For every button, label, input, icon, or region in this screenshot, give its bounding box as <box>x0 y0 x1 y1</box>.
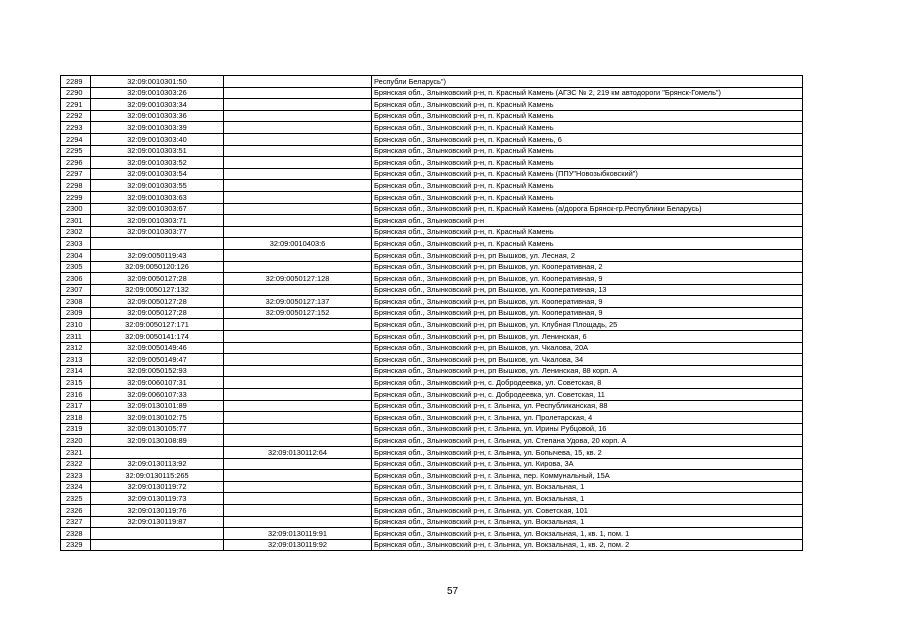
cadastral-number-cell: 32:09:0010303:67 <box>91 203 224 215</box>
cadastral-number-cell: 32:09:0130102:75 <box>91 412 224 424</box>
address-cell: Брянская обл., Злынковский р-н, рп Вышков, ул. Кооперативная, 13 <box>372 284 803 296</box>
cadastral-number-cell: 32:09:0060107:33 <box>91 389 224 401</box>
address-cell: Брянская обл., Злынковский р-н, п. Красный Камень <box>372 122 803 134</box>
row-number-cell: 2301 <box>61 215 91 227</box>
row-number-cell: 2299 <box>61 191 91 203</box>
cadastral-number-cell: 32:09:0010303:52 <box>91 157 224 169</box>
related-cadastral-number-cell <box>224 400 372 412</box>
cadastral-number-cell: 32:09:0130119:76 <box>91 504 224 516</box>
cadastral-number-cell: 32:09:0010301:50 <box>91 76 224 88</box>
row-number-cell: 2298 <box>61 180 91 192</box>
related-cadastral-number-cell: 32:09:0050127:137 <box>224 296 372 308</box>
address-cell: Брянская обл., Злынковский р-н, рп Вышков, ул. Кооперативная, 9 <box>372 307 803 319</box>
address-cell: Брянская обл., Злынковский р-н, рп Вышков, ул. Ленинская, 6 <box>372 331 803 343</box>
table-body <box>61 76 803 551</box>
row-number-cell: 2306 <box>61 273 91 285</box>
table-row <box>61 110 803 122</box>
related-cadastral-number-cell <box>224 284 372 296</box>
table-row <box>61 504 803 516</box>
address-cell: Брянская обл., Злынковский р-н, г. Злынка, ул. Пролетарская, 4 <box>372 412 803 424</box>
related-cadastral-number-cell <box>224 249 372 261</box>
row-number-cell: 2294 <box>61 133 91 145</box>
address-cell: Брянская обл., Злынковский р-н, г. Злынка, ул. Республиканская, 88 <box>372 400 803 412</box>
row-number-cell: 2307 <box>61 284 91 296</box>
row-number-cell: 2304 <box>61 249 91 261</box>
table-row <box>61 377 803 389</box>
cadastral-number-cell: 32:09:0130108:89 <box>91 435 224 447</box>
table-row <box>61 226 803 238</box>
row-number-cell: 2317 <box>61 400 91 412</box>
table-row <box>61 342 803 354</box>
cadastral-number-cell: 32:09:0050127:28 <box>91 273 224 285</box>
row-number-cell: 2312 <box>61 342 91 354</box>
table-row <box>61 215 803 227</box>
related-cadastral-number-cell <box>224 458 372 470</box>
table-row <box>61 99 803 111</box>
related-cadastral-number-cell: 32:09:0130112:64 <box>224 447 372 459</box>
table-row <box>61 203 803 215</box>
cadastral-number-cell: 32:09:0130119:87 <box>91 516 224 528</box>
table-row <box>61 493 803 505</box>
row-number-cell: 2295 <box>61 145 91 157</box>
table-row <box>61 423 803 435</box>
address-cell: Брянская обл., Злынковский р-н, рп Вышков, ул. Чкалова, 20А <box>372 342 803 354</box>
cadastral-number-cell: 32:09:0050141:174 <box>91 331 224 343</box>
cadastral-number-cell: 32:09:0130113:92 <box>91 458 224 470</box>
table-row <box>61 528 803 540</box>
row-number-cell: 2322 <box>61 458 91 470</box>
related-cadastral-number-cell <box>224 342 372 354</box>
row-number-cell: 2315 <box>61 377 91 389</box>
cadastral-number-cell: 32:09:0050149:46 <box>91 342 224 354</box>
row-number-cell: 2319 <box>61 423 91 435</box>
cadastral-number-cell <box>91 447 224 459</box>
related-cadastral-number-cell <box>224 122 372 134</box>
related-cadastral-number-cell <box>224 377 372 389</box>
row-number-cell: 2325 <box>61 493 91 505</box>
table-row <box>61 481 803 493</box>
related-cadastral-number-cell <box>224 180 372 192</box>
row-number-cell: 2300 <box>61 203 91 215</box>
cadastral-number-cell: 32:09:0130101:89 <box>91 400 224 412</box>
table-row <box>61 400 803 412</box>
related-cadastral-number-cell <box>224 261 372 273</box>
row-number-cell: 2311 <box>61 331 91 343</box>
related-cadastral-number-cell <box>224 99 372 111</box>
address-cell: Республи Беларусь") <box>372 76 803 88</box>
address-cell: Брянская обл., Злынковский р-н, г. Злынка, пер. Коммунальный, 15А <box>372 470 803 482</box>
address-cell: Брянская обл., Злынковский р-н, рп Вышков, ул. Ленинская, 88 корп. А <box>372 365 803 377</box>
related-cadastral-number-cell <box>224 133 372 145</box>
cadastral-number-cell: 32:09:0010303:51 <box>91 145 224 157</box>
related-cadastral-number-cell <box>224 215 372 227</box>
row-number-cell: 2314 <box>61 365 91 377</box>
related-cadastral-number-cell <box>224 157 372 169</box>
cadastral-number-cell: 32:09:0050127:28 <box>91 307 224 319</box>
row-number-cell: 2329 <box>61 539 91 551</box>
cadastral-number-cell: 32:09:0010303:55 <box>91 180 224 192</box>
related-cadastral-number-cell <box>224 481 372 493</box>
cadastral-number-cell <box>91 528 224 540</box>
row-number-cell: 2303 <box>61 238 91 250</box>
cadastral-number-cell: 32:09:0130105:77 <box>91 423 224 435</box>
table-row <box>61 516 803 528</box>
related-cadastral-number-cell: 32:09:0050127:128 <box>224 273 372 285</box>
address-cell: Брянская обл., Злынковский р-н, г. Злынка, ул. Вокзальная, 1 <box>372 516 803 528</box>
table-row <box>61 539 803 551</box>
row-number-cell: 2308 <box>61 296 91 308</box>
cadastral-number-cell: 32:09:0130119:73 <box>91 493 224 505</box>
address-cell: Брянская обл., Злынковский р-н, рп Вышков, ул. Кооперативная, 9 <box>372 296 803 308</box>
related-cadastral-number-cell: 32:09:0050127:152 <box>224 307 372 319</box>
related-cadastral-number-cell <box>224 423 372 435</box>
cadastral-number-cell: 32:09:0050120:126 <box>91 261 224 273</box>
row-number-cell: 2323 <box>61 470 91 482</box>
address-cell: Брянская обл., Злынковский р-н, п. Красный Камень <box>372 145 803 157</box>
table-row <box>61 145 803 157</box>
cadastral-number-cell: 32:09:0050152:93 <box>91 365 224 377</box>
address-cell: Брянская обл., Злынковский р-н <box>372 215 803 227</box>
cadastral-number-cell: 32:09:0050149:47 <box>91 354 224 366</box>
table-row <box>61 191 803 203</box>
address-cell: Брянская обл., Злынковский р-н, п. Красный Камень (АГЗС № 2, 219 км автодороги "Брянск-Гомель") <box>372 87 803 99</box>
table-row <box>61 447 803 459</box>
address-cell: Брянская обл., Злынковский р-н, г. Злынка, ул. Вокзальная, 1, кв. 1, пом. 1 <box>372 528 803 540</box>
row-number-cell: 2313 <box>61 354 91 366</box>
address-cell: Брянская обл., Злынковский р-н, рп Вышков, ул. Лесная, 2 <box>372 249 803 261</box>
table-row <box>61 354 803 366</box>
related-cadastral-number-cell <box>224 76 372 88</box>
address-cell: Брянская обл., Злынковский р-н, п. Красный Камень <box>372 157 803 169</box>
row-number-cell: 2292 <box>61 110 91 122</box>
table-row <box>61 412 803 424</box>
related-cadastral-number-cell <box>224 435 372 447</box>
address-cell: Брянская обл., Злынковский р-н, рп Вышков, ул. Чкалова, 34 <box>372 354 803 366</box>
related-cadastral-number-cell <box>224 168 372 180</box>
address-cell: Брянская обл., Злынковский р-н, п. Красный Камень <box>372 226 803 238</box>
table-row <box>61 76 803 88</box>
table-row <box>61 284 803 296</box>
row-number-cell: 2326 <box>61 504 91 516</box>
related-cadastral-number-cell: 32:09:0010403:6 <box>224 238 372 250</box>
cadastral-number-cell: 32:09:0050127:132 <box>91 284 224 296</box>
row-number-cell: 2324 <box>61 481 91 493</box>
address-cell: Брянская обл., Злынковский р-н, п. Красный Камень <box>372 180 803 192</box>
row-number-cell: 2293 <box>61 122 91 134</box>
row-number-cell: 2320 <box>61 435 91 447</box>
related-cadastral-number-cell <box>224 110 372 122</box>
related-cadastral-number-cell <box>224 389 372 401</box>
related-cadastral-number-cell <box>224 493 372 505</box>
row-number-cell: 2291 <box>61 99 91 111</box>
table-row <box>61 261 803 273</box>
related-cadastral-number-cell: 32:09:0130119:91 <box>224 528 372 540</box>
address-cell: Брянская обл., Злынковский р-н, г. Злынка, ул. Советская, 101 <box>372 504 803 516</box>
address-cell: Брянская обл., Злынковский р-н, г. Злынка, ул. Вокзальная, 1 <box>372 493 803 505</box>
address-cell: Брянская обл., Злынковский р-н, г. Злынка, ул. Кирова, 3А <box>372 458 803 470</box>
related-cadastral-number-cell <box>224 191 372 203</box>
table-row <box>61 273 803 285</box>
row-number-cell: 2310 <box>61 319 91 331</box>
address-cell: Брянская обл., Злынковский р-н, с. Добродеевка, ул. Советская, 8 <box>372 377 803 389</box>
cadastral-number-cell: 32:09:0010303:71 <box>91 215 224 227</box>
address-cell: Брянская обл., Злынковский р-н, г. Злынка, ул. Вокзальная, 1 <box>372 481 803 493</box>
cadastral-number-cell: 32:09:0010303:26 <box>91 87 224 99</box>
row-number-cell: 2318 <box>61 412 91 424</box>
address-cell: Брянская обл., Злынковский р-н, п. Красный Камень <box>372 110 803 122</box>
cadastral-number-cell: 32:09:0130115:265 <box>91 470 224 482</box>
table-row <box>61 122 803 134</box>
address-cell: Брянская обл., Злынковский р-н, г. Злынка, ул. Ирины Рубцовой, 16 <box>372 423 803 435</box>
related-cadastral-number-cell <box>224 331 372 343</box>
related-cadastral-number-cell <box>224 203 372 215</box>
related-cadastral-number-cell <box>224 470 372 482</box>
related-cadastral-number-cell <box>224 504 372 516</box>
related-cadastral-number-cell <box>224 412 372 424</box>
row-number-cell: 2305 <box>61 261 91 273</box>
table-row <box>61 249 803 261</box>
related-cadastral-number-cell <box>224 226 372 238</box>
cadastral-number-cell: 32:09:0050119:43 <box>91 249 224 261</box>
cadastral-number-cell: 32:09:0050127:28 <box>91 296 224 308</box>
address-cell: Брянская обл., Злынковский р-н, п. Красный Камень, 6 <box>372 133 803 145</box>
row-number-cell: 2290 <box>61 87 91 99</box>
cadastral-number-cell: 32:09:0010303:77 <box>91 226 224 238</box>
cadastral-table <box>60 75 803 551</box>
table-row <box>61 168 803 180</box>
cadastral-number-cell: 32:09:0010303:40 <box>91 133 224 145</box>
cadastral-number-cell <box>91 238 224 250</box>
page-number: 57 <box>446 586 459 597</box>
table-row <box>61 87 803 99</box>
row-number-cell: 2296 <box>61 157 91 169</box>
table-row <box>61 470 803 482</box>
table-row <box>61 458 803 470</box>
related-cadastral-number-cell <box>224 354 372 366</box>
table-row <box>61 180 803 192</box>
related-cadastral-number-cell: 32:09:0130119:92 <box>224 539 372 551</box>
address-cell: Брянская обл., Злынковский р-н, г. Злынка, ул. Степана Удова, 20 корп. А <box>372 435 803 447</box>
cadastral-number-cell: 32:09:0010303:54 <box>91 168 224 180</box>
row-number-cell: 2297 <box>61 168 91 180</box>
address-cell: Брянская обл., Злынковский р-н, п. Красный Камень <box>372 238 803 250</box>
table-row <box>61 238 803 250</box>
address-cell: Брянская обл., Злынковский р-н, п. Красный Камень (ППУ"Новозыбковский") <box>372 168 803 180</box>
cadastral-number-cell <box>91 539 224 551</box>
table-row <box>61 389 803 401</box>
related-cadastral-number-cell <box>224 516 372 528</box>
table-row <box>61 331 803 343</box>
table-row <box>61 435 803 447</box>
table-row <box>61 133 803 145</box>
cadastral-number-cell: 32:09:0050127:171 <box>91 319 224 331</box>
address-cell: Брянская обл., Злынковский р-н, п. Красный Камень (а/дорога Брянск-гр.Республики Беларусь) <box>372 203 803 215</box>
table-row <box>61 307 803 319</box>
address-cell: Брянская обл., Злынковский р-н, рп Вышков, ул. Кооперативная, 9 <box>372 273 803 285</box>
row-number-cell: 2309 <box>61 307 91 319</box>
related-cadastral-number-cell <box>224 145 372 157</box>
row-number-cell: 2302 <box>61 226 91 238</box>
address-cell: Брянская обл., Злынковский р-н, п. Красный Камень <box>372 99 803 111</box>
table-row <box>61 296 803 308</box>
row-number-cell: 2327 <box>61 516 91 528</box>
row-number-cell: 2289 <box>61 76 91 88</box>
cadastral-number-cell: 32:09:0010303:34 <box>91 99 224 111</box>
table-row <box>61 319 803 331</box>
cadastral-number-cell: 32:09:0010303:39 <box>91 122 224 134</box>
row-number-cell: 2321 <box>61 447 91 459</box>
address-cell: Брянская обл., Злынковский р-н, рп Вышков, ул. Кооперативная, 2 <box>372 261 803 273</box>
cadastral-number-cell: 32:09:0130119:72 <box>91 481 224 493</box>
table-row <box>61 365 803 377</box>
cadastral-number-cell: 32:09:0060107:31 <box>91 377 224 389</box>
address-cell: Брянская обл., Злынковский р-н, г. Злынка, ул. Вокзальная, 1, кв. 2, пом. 2 <box>372 539 803 551</box>
address-cell: Брянская обл., Злынковский р-н, п. Красный Камень <box>372 191 803 203</box>
row-number-cell: 2328 <box>61 528 91 540</box>
table-row <box>61 157 803 169</box>
cadastral-number-cell: 32:09:0010303:36 <box>91 110 224 122</box>
row-number-cell: 2316 <box>61 389 91 401</box>
related-cadastral-number-cell <box>224 365 372 377</box>
address-cell: Брянская обл., Злынковский р-н, г. Злынка, ул. Бопычева, 15, кв. 2 <box>372 447 803 459</box>
related-cadastral-number-cell <box>224 319 372 331</box>
address-cell: Брянская обл., Злынковский р-н, с. Добродеевка, ул. Советская, 11 <box>372 389 803 401</box>
related-cadastral-number-cell <box>224 87 372 99</box>
address-cell: Брянская обл., Злынковский р-н, рп Вышков, ул. Клубная Площадь, 25 <box>372 319 803 331</box>
cadastral-number-cell: 32:09:0010303:63 <box>91 191 224 203</box>
